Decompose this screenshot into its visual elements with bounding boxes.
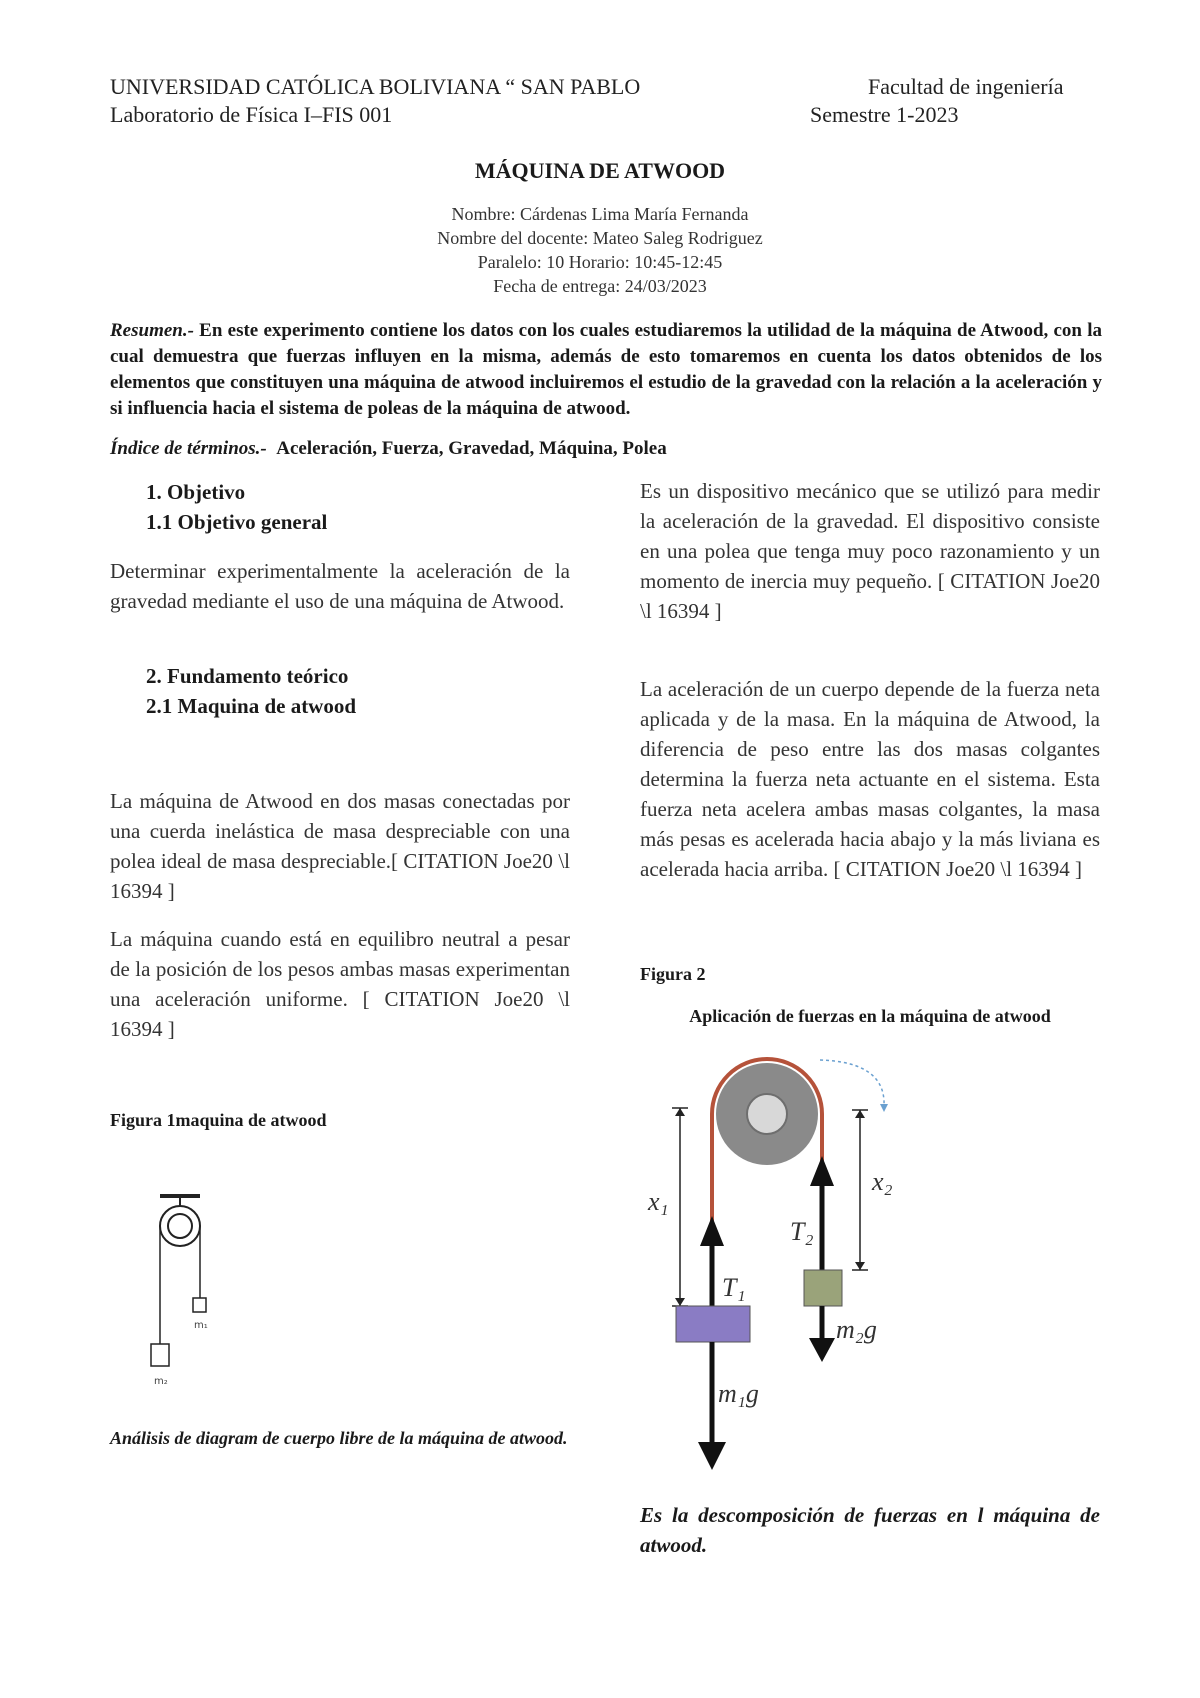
abstract [110, 318, 1102, 422]
x1-label: x₁ [648, 1187, 669, 1216]
paragraph-maquina-1: La máquina de Atwood en dos masas conectadas por una cuerda inelástica de masa despreciable con una polea ideal de masa despreciable.[ CITATION Joe20 \l 16394 ] [110, 789, 570, 903]
label-m1: m₁ [194, 1320, 208, 1331]
abstract-label: Resumen.- [110, 320, 194, 341]
lab-name: Laboratorio de Física I–FIS 001 [110, 102, 393, 127]
t1-label: T₁ [722, 1273, 746, 1302]
pulley-inner [168, 1214, 192, 1238]
figure-2-title: Aplicación de fuerzas en la máquina de atwood [689, 1006, 1051, 1026]
university-name: UNIVERSIDAD CATÓLICA BOLIVIANA “ SAN PABLO [110, 74, 641, 99]
rotation-arrow [820, 1060, 884, 1106]
x2-arrow-top [855, 1110, 865, 1118]
figure-2-label: Figura 2 [640, 964, 706, 984]
heading-objetivo: 1. Objetivo [146, 480, 246, 504]
page-title: MÁQUINA DE ATWOOD [474, 158, 726, 183]
figure-2-caption: Es la descomposición de fuerzas en l máquina de atwood. [640, 1503, 1100, 1557]
heading-maquina: 2.1 Maquina de atwood [146, 694, 357, 718]
t1-arrow-head [700, 1216, 724, 1246]
index-terms-label: Índice de términos.- [110, 438, 267, 459]
figure-2-diagram [640, 1044, 910, 1474]
t2-arrow-head [810, 1156, 834, 1186]
m2g-arrow-head [809, 1338, 835, 1362]
pulley-axle [747, 1094, 787, 1134]
student-name: Nombre: Cárdenas Lima María Fernanda [451, 204, 749, 224]
teacher-name: Nombre del docente: Mateo Saleg Rodriguez [437, 228, 763, 248]
semester: Semestre 1-2023 [810, 102, 959, 127]
x2-arrow-bottom [855, 1262, 865, 1270]
delivery-date: Fecha de entrega: 24/03/2023 [493, 276, 707, 296]
figure-1-label: Figura 1maquina de atwood [110, 1110, 327, 1130]
mass-m2-box [151, 1344, 169, 1366]
index-terms [110, 436, 1102, 462]
figure-1-caption: Análisis de diagram de cuerpo libre de la máquina de atwood. [110, 1428, 568, 1448]
heading-objetivo-general: 1.1 Objetivo general [146, 510, 328, 534]
m2g-label: m₂g [836, 1315, 877, 1344]
paragraph-dispositivo: Es un dispositivo mecánico que se utilizó para medir la aceleración de la gravedad. El dispositivo consiste en una polea que tenga muy poco razonamiento y un momento de inercia muy pequeño. [ CITATION Joe20 \l 16394 ] [640, 479, 1100, 623]
rotation-arrow-head [880, 1104, 888, 1112]
pulley-wheel [160, 1206, 200, 1246]
x2-label: x₂ [872, 1167, 893, 1196]
schedule: Paralelo: 10 Horario: 10:45-12:45 [477, 252, 723, 272]
m1g-label: m₁g [718, 1379, 759, 1408]
x1-arrow-bottom [675, 1298, 685, 1306]
paragraph-objetivo: Determinar experimentalmente la aceleración de la gravedad mediante el uso de una máquina de Atwood. [110, 559, 570, 613]
index-terms-text: Aceleración, Fuerza, Gravedad, Máquina, Polea [276, 438, 667, 459]
paragraph-maquina-2: La máquina cuando está en equilibro neutral a pesar de la posición de los pesos ambas masas experimentan una aceleración uniforme. [ CITATION Joe20 \l 16394 ] [110, 927, 570, 1041]
paragraph-aceleracion: La aceleración de un cuerpo depende de la fuerza neta aplicada y de la masa. En la máquina de Atwood, la diferencia de peso entre las dos masas colgantes determina la fuerza neta actuante en el sistema. Esta fuerza neta acelera ambas masas colgantes, la masa más pesas es acelerada hacia abajo y la más liviana es acelerada hacia arriba. [ CITATION Joe20 \l 16394 ] [640, 677, 1100, 881]
x1-arrow-top [675, 1108, 685, 1116]
mass-m1 [676, 1306, 750, 1342]
abstract-text: En este experimento contiene los datos con los cuales estudiaremos la utilidad de la máquina de Atwood, con la cual demuestra que fuerzas influyen en la misma, además de esto tomaremos en cuenta los datos obtenidos de los elementos que constituyen una máquina de atwood incluiremos el estudio de la gravedad con la relación a la aceleración y si influencia hacia el sistema de poleas de la máquina de atwood. [110, 320, 1102, 419]
label-m2: m₂ [154, 1376, 168, 1387]
faculty-name: Facultad de ingeniería [868, 74, 1064, 99]
figure-1-diagram [140, 1186, 260, 1406]
t2-label: T₂ [790, 1217, 814, 1246]
m1g-arrow-head [698, 1442, 726, 1470]
heading-fundamento: 2. Fundamento teórico [146, 664, 349, 688]
mass-m1-box [193, 1298, 206, 1312]
mass-m2 [804, 1270, 842, 1306]
